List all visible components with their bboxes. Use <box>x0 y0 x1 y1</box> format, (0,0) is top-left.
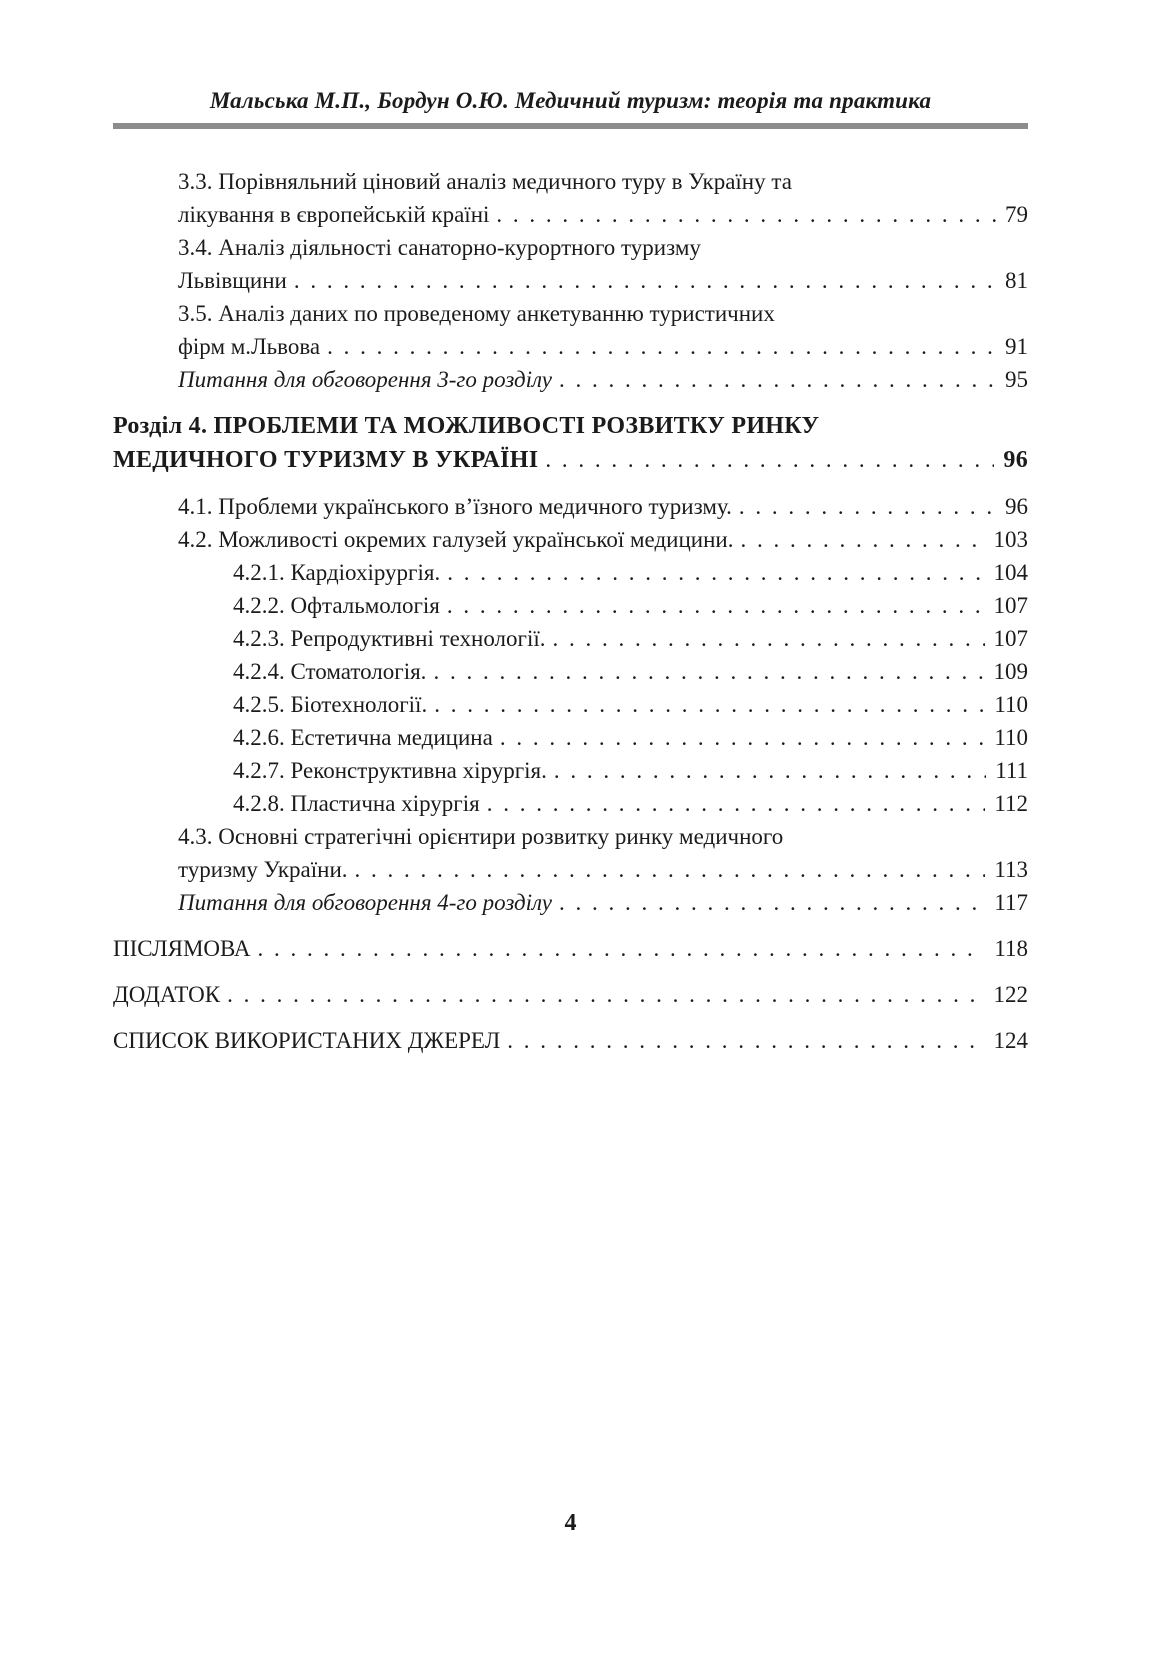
toc-entry-title: 4.2.6. Естетична медицина <box>233 725 493 750</box>
dot-leader <box>294 264 996 297</box>
toc-entry-title: туризму України. <box>178 857 348 882</box>
folio-page-number: 4 <box>564 1510 577 1536</box>
dot-leader <box>545 443 994 477</box>
toc-entry-title: 4.2.5. Біотехнології. <box>233 692 428 717</box>
toc-entry <box>113 490 1028 523</box>
toc-entry <box>113 721 1028 754</box>
toc-line <box>233 589 1028 622</box>
toc-entry-title: 3.3. Порівняльний ціновий аналіз медичного туру в Україну та <box>178 169 792 194</box>
toc-entry <box>113 754 1028 787</box>
toc-line <box>178 198 1028 231</box>
toc-entry-title: 4.2.2. Офтальмологія <box>233 593 440 618</box>
dot-leader <box>447 589 985 622</box>
header-rule <box>113 123 1028 129</box>
toc-entry <box>113 363 1028 396</box>
toc-line <box>178 297 1028 330</box>
page-ref: 79 <box>1005 202 1028 227</box>
toc-entry-title: Питання для обговорення 4-го розділу <box>178 890 552 915</box>
toc-line <box>233 622 1028 655</box>
dot-leader <box>487 787 986 820</box>
toc-entry-title: 4.2.4. Стоматологія. <box>233 659 427 684</box>
toc-entry-title: Львівщини <box>178 268 287 293</box>
dot-leader <box>434 688 985 721</box>
page-ref: 113 <box>994 857 1028 882</box>
page-ref: 117 <box>994 890 1028 915</box>
toc-line <box>178 363 1028 396</box>
dot-leader <box>227 978 984 1011</box>
page-ref: 124 <box>993 1028 1028 1053</box>
toc-entry-title: Питання для обговорення 3-го розділу <box>178 367 552 392</box>
toc-entry <box>113 622 1028 655</box>
page-ref: 95 <box>1005 367 1028 392</box>
page-ref: 107 <box>993 626 1028 651</box>
toc-line <box>178 330 1028 363</box>
toc-line <box>178 853 1028 886</box>
toc-entry-title: Розділ 4. ПРОБЛЕМИ ТА МОЖЛИВОСТІ РОЗВИТКУ РИНКУ <box>113 413 820 439</box>
dot-leader <box>447 556 984 589</box>
toc-line <box>113 409 1028 443</box>
page-ref: 111 <box>995 758 1028 783</box>
dot-leader <box>433 655 984 688</box>
page-ref: 91 <box>1005 334 1028 359</box>
toc-entry-title: 4.2.3. Репродуктивні технології. <box>233 626 546 651</box>
toc-entry-title: 4.2.7. Реконструктивна хірургія. <box>233 758 547 783</box>
toc-entry <box>113 231 1028 297</box>
page-ref: 104 <box>993 560 1028 585</box>
toc-entry-title: 3.5. Аналіз даних по проведеному анкетуванню туристичних <box>178 301 775 326</box>
dot-leader <box>553 622 985 655</box>
running-header: Мальська М.П., Бордун О.Ю. Медичний туризм: теорія та практика <box>209 88 932 113</box>
toc-line <box>233 721 1028 754</box>
dot-leader <box>507 1024 984 1057</box>
toc-entry-title: 4.2.1. Кардіохірургія. <box>233 560 441 585</box>
toc-line <box>178 820 1028 853</box>
dot-leader <box>740 523 984 556</box>
toc-line <box>113 978 1028 1011</box>
toc-entry <box>113 820 1028 886</box>
toc-line <box>233 754 1028 787</box>
toc-entry <box>113 655 1028 688</box>
page-ref: 107 <box>993 593 1028 618</box>
dot-leader <box>554 754 986 787</box>
toc-entry-title: 4.2.8. Пластична хірургія <box>233 791 480 816</box>
dot-leader <box>496 198 996 231</box>
toc-line <box>178 523 1028 556</box>
toc-entry-title: ДОДАТОК <box>113 982 221 1007</box>
toc-line <box>178 264 1028 297</box>
toc-entry <box>113 886 1028 919</box>
page-ref: 118 <box>994 936 1028 961</box>
page-content <box>113 86 1028 1057</box>
page-ref: 103 <box>993 527 1028 552</box>
dot-leader <box>258 932 986 965</box>
toc-entry-title: фірм м.Львова <box>178 334 321 359</box>
table-of-contents <box>113 165 1028 1057</box>
dot-leader <box>355 853 986 886</box>
toc-line <box>113 443 1028 477</box>
toc-line <box>233 787 1028 820</box>
toc-entry <box>113 978 1028 1011</box>
toc-entry <box>113 688 1028 721</box>
toc-line <box>113 1024 1028 1057</box>
page-ref: 110 <box>994 725 1028 750</box>
dot-leader <box>327 330 996 363</box>
toc-entry-title: 4.1. Проблеми українського в’їзного медичного туризму. <box>178 494 732 519</box>
toc-entry-title: 4.2. Можливості окремих галузей української медицини. <box>178 527 734 552</box>
toc-entry <box>113 523 1028 556</box>
dot-leader <box>559 886 985 919</box>
toc-entry-title: ПІСЛЯМОВА <box>113 936 251 961</box>
toc-entry <box>113 932 1028 965</box>
page-ref: 110 <box>994 692 1028 717</box>
dot-leader <box>739 490 996 523</box>
toc-line <box>178 490 1028 523</box>
page-ref: 96 <box>1003 447 1028 473</box>
toc-line <box>178 886 1028 919</box>
page-ref: 96 <box>1005 494 1028 519</box>
toc-entry <box>113 556 1028 589</box>
page-ref: 112 <box>994 791 1028 816</box>
toc-line <box>233 688 1028 721</box>
dot-leader <box>559 363 996 396</box>
toc-entry <box>113 589 1028 622</box>
toc-line <box>178 231 1028 264</box>
page-ref: 109 <box>993 659 1028 684</box>
page-ref: 122 <box>993 982 1028 1007</box>
toc-entry <box>113 787 1028 820</box>
toc-entry-title: 4.3. Основні стратегічні орієнтири розвитку ринку медичного <box>178 824 784 849</box>
toc-entry-title: МЕДИЧНОГО ТУРИЗМУ В УКРАЇНІ <box>113 447 539 473</box>
toc-entry <box>113 297 1028 363</box>
toc-entry <box>113 1024 1028 1057</box>
dot-leader <box>500 721 986 754</box>
toc-entry <box>113 409 1028 477</box>
toc-line <box>233 655 1028 688</box>
toc-entry-title: СПИСОК ВИКОРИСТАНИХ ДЖЕРЕЛ <box>113 1028 501 1053</box>
toc-entry-title: 3.4. Аналіз діяльності санаторно-курортного туризму <box>178 235 701 260</box>
page-ref: 81 <box>1005 268 1028 293</box>
toc-entry <box>113 165 1028 231</box>
toc-entry-title: лікування в європейській країні <box>178 202 490 227</box>
toc-line <box>113 932 1028 965</box>
toc-line <box>178 165 1028 198</box>
toc-line <box>233 556 1028 589</box>
